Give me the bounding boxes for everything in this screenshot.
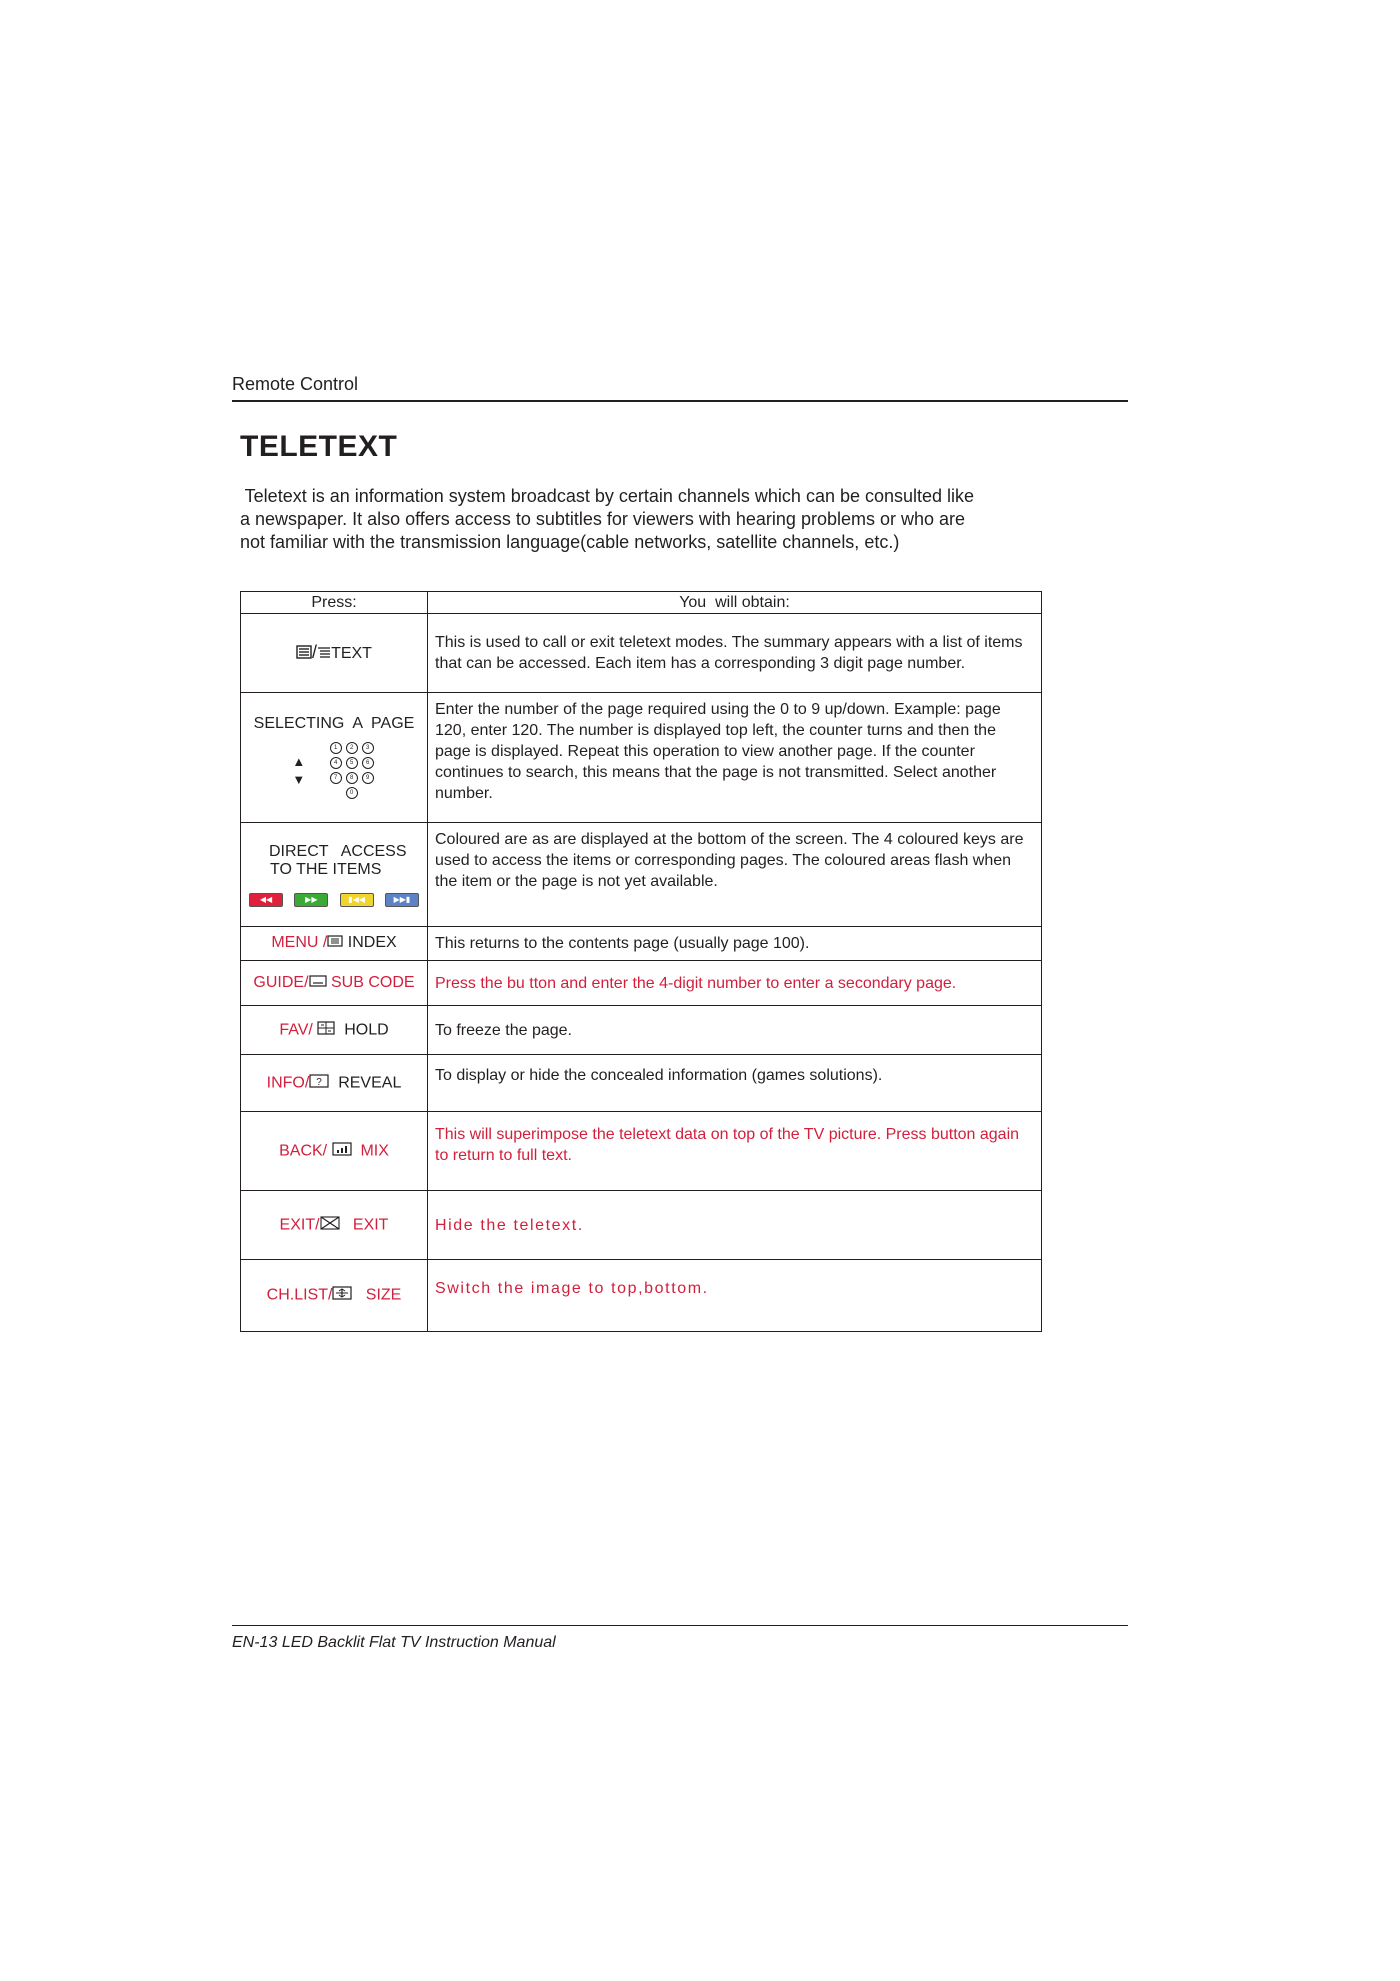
press-cell — [241, 961, 428, 1006]
table-row — [241, 1260, 1042, 1332]
press-cell — [241, 693, 428, 823]
description-cell: To freeze the page. — [428, 1006, 1042, 1055]
intro-line: a newspaper. It also offers access to subtitles for viewers with hearing problems or who are — [240, 509, 966, 529]
press-cell — [241, 927, 428, 961]
keypad-key: 4 — [330, 757, 342, 769]
press-cell — [241, 1006, 428, 1055]
section-header: Remote Control — [232, 374, 359, 394]
table-row — [241, 614, 1042, 693]
keypad-key: 3 — [362, 742, 374, 754]
back-key-label: BACK/ — [279, 1142, 328, 1160]
description-cell: Enter the number of the page required using the 0 to 9 up/down. Example: page 120, enter 120. The number is displayed top left, the counter turns and then the page is displayed. Repeat this operation to view another page. If the counter continues to search, this means that the page is not transmitted. Select another number. — [428, 693, 1042, 823]
description-cell: Press the bu tton and enter the 4-digit number to enter a secondary page. — [428, 961, 1042, 1006]
up-down-arrows — [292, 753, 305, 789]
table-row — [241, 961, 1042, 1006]
up-arrow-icon: ▲ — [292, 753, 306, 769]
down-arrow-icon: ▼ — [292, 771, 306, 787]
footer-divider — [232, 1625, 1128, 1626]
index-icon — [327, 934, 343, 952]
hold-icon — [317, 1021, 335, 1040]
subcode-function-label: SUB CODE — [331, 974, 415, 992]
direct-access-label: DIRECT ACCESS — [269, 842, 407, 860]
subtitle-icon — [309, 974, 327, 992]
exit-key-label: EXIT/ — [279, 1216, 320, 1234]
size-function-label: SIZE — [365, 1286, 402, 1304]
green-key: ▶▶ — [294, 893, 328, 907]
reveal-function-label: REVEAL — [338, 1074, 402, 1092]
table-header-row — [241, 592, 1042, 614]
press-cell — [241, 1191, 428, 1260]
column-header-obtain: You will obtain: — [428, 592, 1042, 614]
page-number: EN-13 — [232, 1634, 278, 1651]
chlist-key-label: CH.LIST/ — [266, 1286, 333, 1304]
press-cell — [241, 1260, 428, 1332]
keypad-key: 9 — [362, 772, 374, 784]
description-cell: Coloured are as are displayed at the bottom of the screen. The 4 coloured keys are used to access the items or corresponding pages. The coloured areas flash when the item or the page is not yet available. — [428, 823, 1042, 927]
page-footer — [232, 1634, 556, 1652]
svg-text:?: ? — [316, 1076, 323, 1088]
cancel-icon — [320, 1216, 340, 1235]
red-key: ◀◀ — [249, 893, 283, 907]
intro-line: Teletext is an information system broadcast by certain channels which can be consulted like — [240, 486, 975, 506]
keypad-key: 7 — [330, 772, 342, 784]
keypad-key: 8 — [346, 772, 358, 784]
yellow-key: ▮◀◀ — [340, 893, 374, 907]
table-row — [241, 823, 1042, 927]
header-divider — [232, 400, 1128, 402]
exit-function-label: EXIT — [352, 1216, 389, 1234]
manual-title: LED Backlit Flat TV Instruction Manual — [281, 1634, 556, 1651]
press-cell — [241, 1112, 428, 1191]
menu-key-label: MENU / — [271, 934, 328, 952]
direct-access-label-2: TO THE ITEMS — [270, 860, 382, 878]
press-cell — [241, 1055, 428, 1112]
info-key-label: INFO/ — [266, 1074, 310, 1092]
intro-paragraph — [240, 485, 1040, 554]
press-cell: / TEXT — [241, 614, 428, 693]
guide-key-label: GUIDE/ — [253, 974, 309, 992]
table-row — [241, 1112, 1042, 1191]
selecting-page-label: SELECTING A PAGE — [253, 715, 415, 732]
keypad-key: 6 — [362, 757, 374, 769]
number-keypad-icon — [328, 741, 376, 800]
hold-function-label: HOLD — [344, 1021, 389, 1039]
fav-key-label: FAV/ — [279, 1021, 313, 1039]
table-row — [241, 693, 1042, 823]
description-cell: Switch the image to top,bottom. — [428, 1260, 1042, 1332]
keypad-key: 0 — [346, 787, 358, 799]
description-cell: This is used to call or exit teletext modes. The summary appears with a list of items that can be accessed. Each item has a corresponding 3 digit page number. — [428, 614, 1042, 693]
table-row — [241, 1006, 1042, 1055]
mix-icon — [332, 1142, 352, 1161]
page-title: TELETEXT — [240, 430, 398, 463]
teletext-list-icon — [317, 645, 331, 663]
table-row — [241, 1055, 1042, 1112]
description-cell: This will superimpose the teletext data on top of the TV picture. Press button again to return to full text. — [428, 1112, 1042, 1191]
size-icon — [332, 1286, 352, 1305]
description-cell: Hide the teletext. — [428, 1191, 1042, 1260]
column-header-press: Press: — [241, 592, 428, 614]
description-cell: To display or hide the concealed information (games solutions). — [428, 1055, 1042, 1112]
colour-keys — [241, 893, 427, 907]
table-row — [241, 1191, 1042, 1260]
mix-function-label: MIX — [360, 1142, 389, 1160]
intro-line: not familiar with the transmission language(cable networks, satellite channels, etc.) — [240, 532, 900, 552]
description-cell: This returns to the contents page (usually page 100). — [428, 927, 1042, 961]
keypad-key: 1 — [330, 742, 342, 754]
blue-key: ▶▶▮ — [385, 893, 419, 907]
keypad-key: 2 — [346, 742, 358, 754]
teletext-icon — [296, 645, 312, 664]
teletext-table — [240, 591, 1042, 1332]
keypad-key: 5 — [346, 757, 358, 769]
table-row — [241, 927, 1042, 961]
text-key-label: TEXT — [331, 645, 372, 663]
reveal-icon — [309, 1074, 329, 1093]
press-cell — [241, 823, 428, 927]
index-function-label: INDEX — [347, 934, 397, 952]
